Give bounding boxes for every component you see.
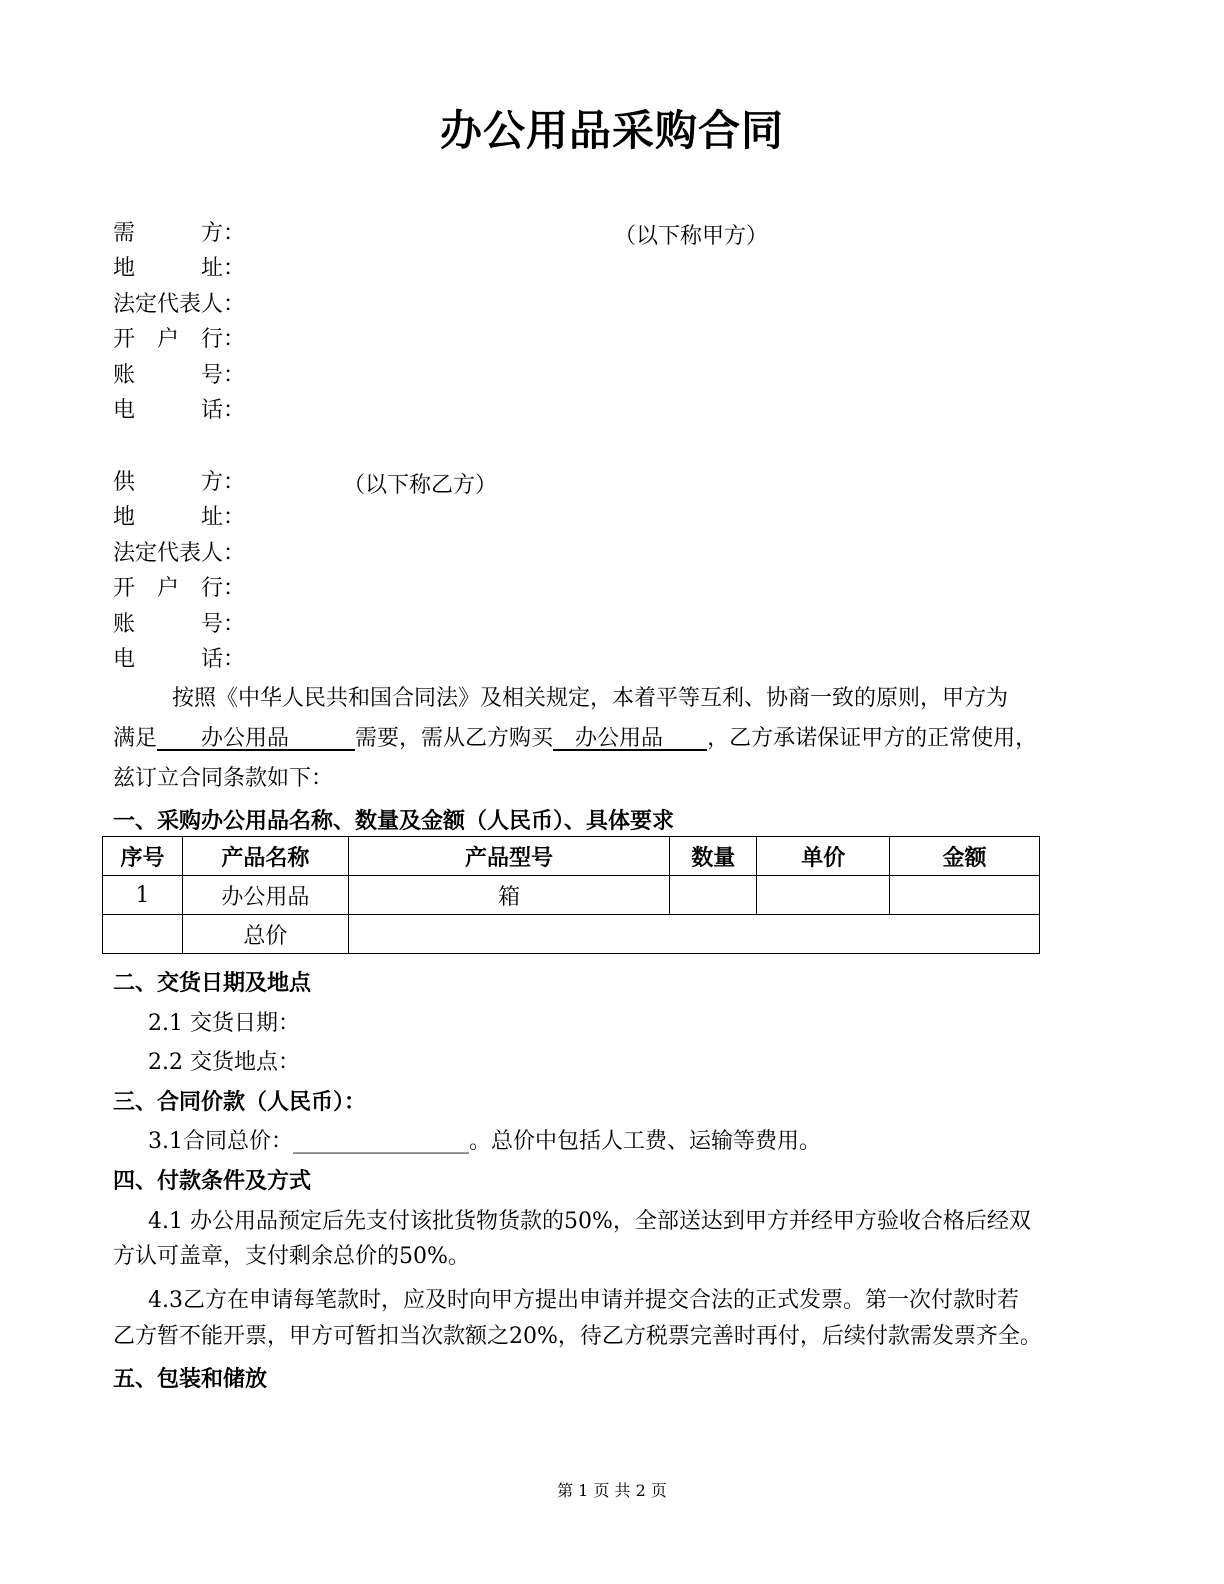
cell-price — [757, 876, 890, 915]
purchase-item-blank: 办公用品 — [553, 726, 708, 751]
buyer-address-label: 地 址： — [113, 256, 246, 281]
section5-heading: 五、包装和储放 — [113, 1366, 268, 1392]
header-amount: 金额 — [890, 837, 1040, 876]
seller-party-label: 供 方： — [113, 470, 246, 495]
preamble-text-a: 满足 — [113, 726, 158, 751]
section4-heading: 四、付款条件及方式 — [113, 1168, 312, 1194]
cell-name: 办公用品 — [182, 876, 348, 915]
section2-heading: 二、交货日期及地点 — [113, 970, 312, 996]
payment-4-3-line1: 4.3乙方在申请每笔款时，应及时向甲方提出申请并提交合法的正式发票。第一次付款时若 — [148, 1288, 1019, 1313]
cell-model: 箱 — [348, 876, 670, 915]
buyer-phone-label: 电 话： — [113, 398, 246, 423]
seller-party-note: （以下称乙方） — [343, 473, 498, 498]
seller-account-label: 账 号： — [113, 612, 246, 637]
payment-4-1-line2: 方认可盖章，支付剩余总价的50%。 — [113, 1244, 470, 1269]
seller-phone-label: 电 话： — [113, 647, 246, 672]
contract-total-note: 。总价中包括人工费、运输等费用。 — [469, 1129, 822, 1154]
page-footer: 第 1 页 共 2 页 — [557, 1481, 667, 1500]
cell-total-label: 总价 — [182, 915, 348, 954]
table-total-row — [103, 915, 1040, 954]
buyer-rep-label: 法定代表人： — [113, 292, 246, 317]
items-table — [102, 836, 1040, 954]
buyer-bank-label: 开 户 行： — [113, 327, 246, 352]
buyer-account-label: 账 号： — [113, 363, 246, 388]
preamble-line2 — [113, 724, 1037, 754]
header-price: 单价 — [757, 837, 890, 876]
table-row — [103, 876, 1040, 915]
header-no: 序号 — [103, 837, 183, 876]
contract-total-blank: ________________ — [293, 1129, 469, 1154]
preamble-text-b: 需要，需从乙方购买 — [355, 726, 554, 751]
cell-total-value — [348, 915, 1039, 954]
table-header-row — [103, 837, 1040, 876]
buyer-party-label: 需 方： — [113, 221, 246, 246]
cell-total-empty — [103, 915, 183, 954]
header-model: 产品型号 — [348, 837, 670, 876]
preamble-line3: 兹订立合同条款如下： — [113, 766, 334, 791]
seller-address-label: 地 址： — [113, 505, 246, 530]
payment-4-1-line1: 4.1 办公用品预定后先支付该批货物货款的50%，全部送达到甲方并经甲方验收合格后经双 — [148, 1209, 1031, 1234]
cell-amount — [890, 876, 1040, 915]
preamble-line1: 按照《中华人民共和国合同法》及相关规定，本着平等互利、协商一致的原则，甲方为 — [172, 686, 1009, 711]
buyer-party-note: （以下称甲方） — [614, 224, 769, 249]
preamble-text-c: ，乙方承诺保证甲方的正常使用， — [707, 726, 1038, 751]
delivery-date: 2.1 交货日期： — [148, 1011, 300, 1036]
cell-no: 1 — [103, 876, 183, 915]
header-name: 产品名称 — [182, 837, 348, 876]
section1-heading: 一、采购办公用品名称、数量及金额（人民币）、具体要求 — [113, 808, 675, 834]
seller-bank-label: 开 户 行： — [113, 576, 246, 601]
seller-rep-label: 法定代表人： — [113, 541, 246, 566]
payment-4-3-line2: 乙方暂不能开票，甲方可暂扣当次款额之20%，待乙方税票完善时再付，后续付款需发票齐全。 — [113, 1324, 1042, 1349]
contract-total-line — [148, 1124, 821, 1155]
cell-qty — [670, 876, 757, 915]
document-title: 办公用品采购合同 — [439, 106, 784, 155]
contract-total-label: 3.1合同总价： — [148, 1129, 293, 1154]
section3-heading: 三、合同价款（人民币）： — [113, 1089, 367, 1115]
purpose-blank: 办公用品 — [157, 726, 356, 751]
delivery-place: 2.2 交货地点： — [148, 1050, 300, 1075]
header-qty: 数量 — [670, 837, 757, 876]
